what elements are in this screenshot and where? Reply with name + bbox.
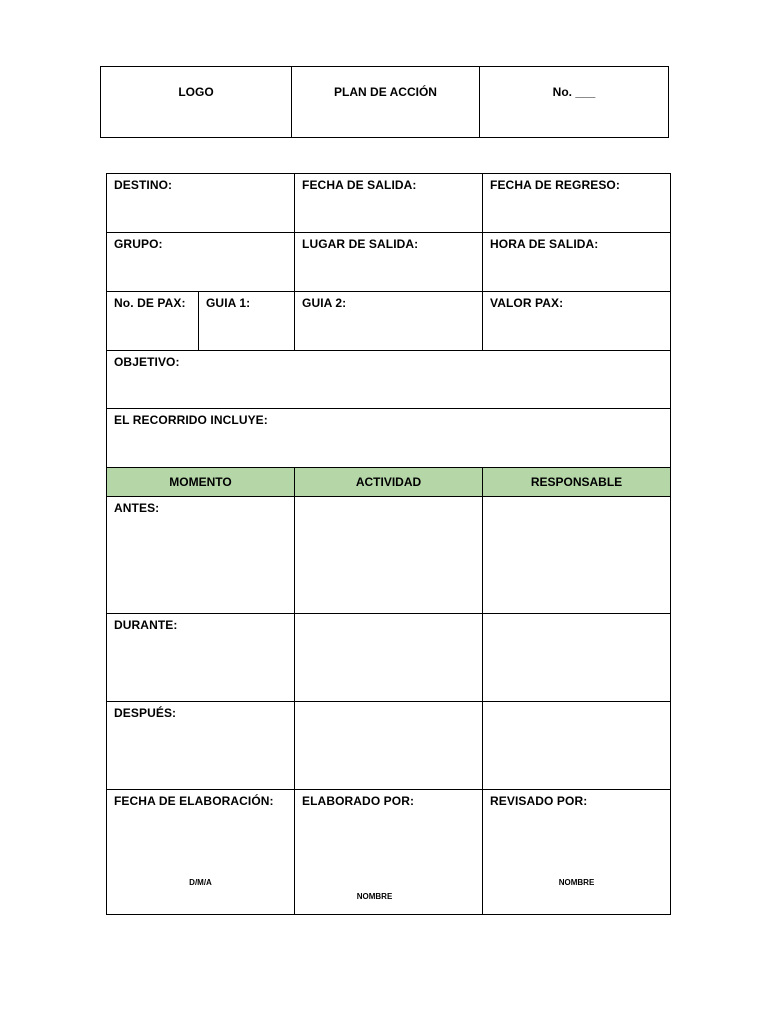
table-row xyxy=(107,497,671,614)
fecha-salida-field[interactable] xyxy=(295,174,483,233)
hora-salida-field[interactable] xyxy=(483,233,671,292)
fecha-elaboracion-label: FECHA DE ELABORACIÓN: xyxy=(114,794,274,808)
revisado-por-label: REVISADO POR: xyxy=(490,794,588,808)
objetivo-field[interactable] xyxy=(107,351,671,409)
num-pax-label: No. DE PAX: xyxy=(114,296,186,310)
logo-cell xyxy=(101,67,292,138)
destino-field[interactable] xyxy=(107,174,295,233)
momento-despues[interactable]: DESPUÉS: xyxy=(107,702,295,790)
fecha-regreso-label: FECHA DE REGRESO: xyxy=(490,178,620,192)
responsable-antes[interactable] xyxy=(483,497,671,614)
header-table xyxy=(100,66,669,138)
valor-pax-field[interactable] xyxy=(483,292,671,351)
recorrido-label: EL RECORRIDO INCLUYE: xyxy=(114,413,268,427)
num-pax-field[interactable] xyxy=(107,292,199,351)
recorrido-field[interactable] xyxy=(107,409,671,468)
responsable-despues[interactable] xyxy=(483,702,671,790)
momento-antes[interactable]: ANTES: xyxy=(107,497,295,614)
document-title: PLAN DE ACCIÓN xyxy=(334,85,437,99)
table-row xyxy=(107,614,671,702)
revisado-por-field[interactable] xyxy=(483,790,671,915)
number-cell[interactable] xyxy=(480,67,669,138)
grupo-label: GRUPO: xyxy=(114,237,163,251)
form-table xyxy=(106,173,671,915)
guia1-label: GUIA 1: xyxy=(206,296,251,310)
revisado-nombre-hint: NOMBRE xyxy=(558,878,595,887)
actividad-antes[interactable] xyxy=(295,497,483,614)
actividad-durante[interactable] xyxy=(295,614,483,702)
document-number: No. ___ xyxy=(552,85,596,99)
logo-placeholder: LOGO xyxy=(178,85,214,99)
date-format-hint: D/M/A xyxy=(189,878,212,887)
fecha-regreso-field[interactable] xyxy=(483,174,671,233)
lugar-salida-label: LUGAR DE SALIDA: xyxy=(302,237,419,251)
column-header-responsable: RESPONSABLE xyxy=(483,468,671,497)
lugar-salida-field[interactable] xyxy=(295,233,483,292)
column-header-actividad: ACTIVIDAD xyxy=(295,468,483,497)
actividad-despues[interactable] xyxy=(295,702,483,790)
destino-label: DESTINO: xyxy=(114,178,173,192)
fecha-salida-label: FECHA DE SALIDA: xyxy=(302,178,417,192)
column-header-momento: MOMENTO xyxy=(107,468,295,497)
momento-durante[interactable]: DURANTE: xyxy=(107,614,295,702)
table-row xyxy=(107,702,671,790)
title-cell xyxy=(292,67,480,138)
responsable-durante[interactable] xyxy=(483,614,671,702)
objetivo-label: OBJETIVO: xyxy=(114,355,180,369)
hora-salida-label: HORA DE SALIDA: xyxy=(490,237,599,251)
elaborado-por-label: ELABORADO POR: xyxy=(302,794,415,808)
valor-pax-label: VALOR PAX: xyxy=(490,296,564,310)
elaborado-por-field[interactable] xyxy=(295,790,483,915)
elaborado-nombre-hint: NOMBRE xyxy=(356,892,393,901)
guia2-label: GUIA 2: xyxy=(302,296,347,310)
guia2-field[interactable] xyxy=(295,292,483,351)
grupo-field[interactable] xyxy=(107,233,295,292)
guia1-field[interactable] xyxy=(199,292,295,351)
